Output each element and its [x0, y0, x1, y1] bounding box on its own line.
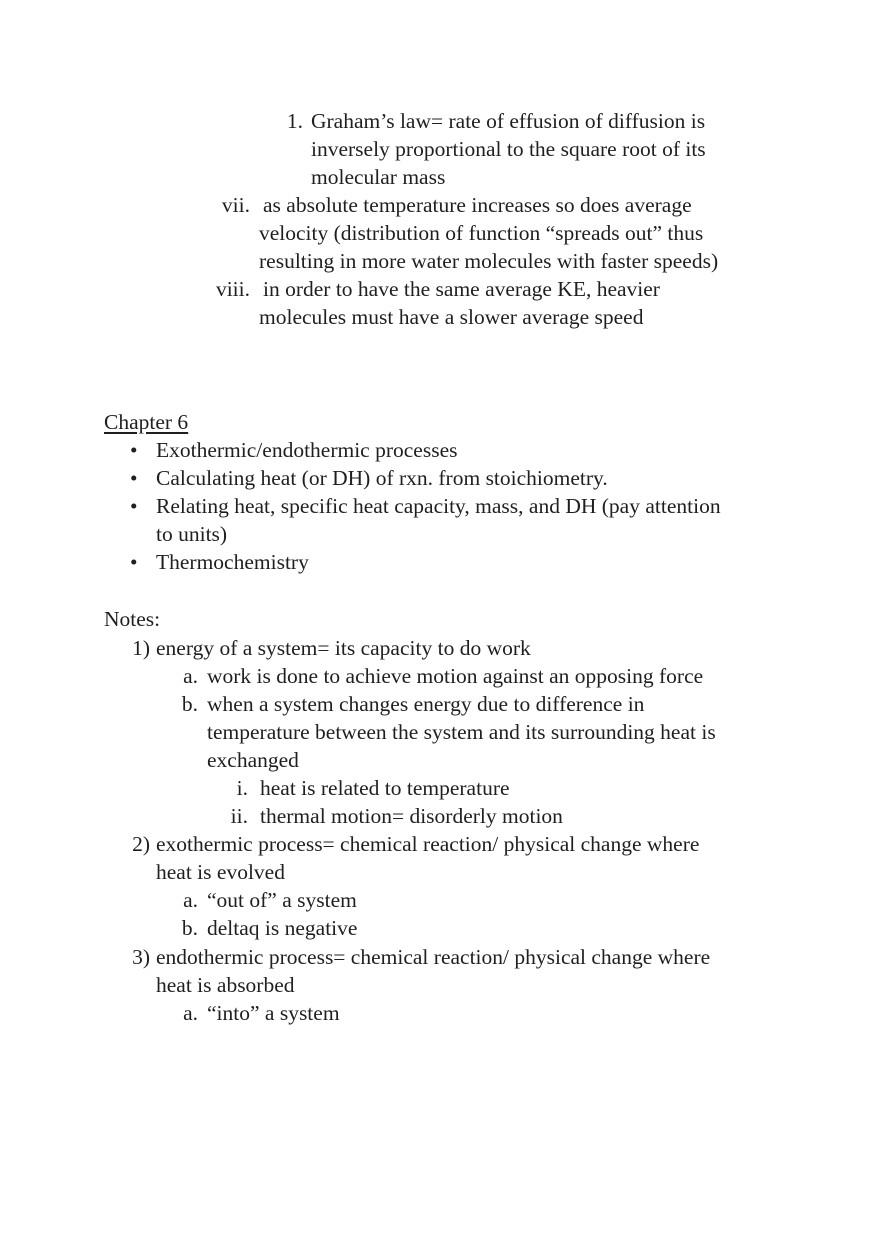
note-2-line-2: heat is evolved	[156, 860, 285, 884]
chapter-item-3-line-1: Relating heat, specific heat capacity, mass, and DH (pay attention	[156, 494, 721, 518]
note-3-line-2: heat is absorbed	[156, 973, 295, 997]
note-1-text: energy of a system= its capacity to do work	[156, 636, 531, 660]
bullet-icon: •	[130, 438, 138, 462]
note-1b-ii-text: thermal motion= disorderly motion	[260, 804, 563, 828]
note-marker-3: 3)	[132, 945, 150, 969]
list-marker-1: 1.	[286, 109, 303, 133]
note-1b-line-3: exchanged	[207, 748, 299, 772]
item-viii-line-1: in order to have the same average KE, heavier	[263, 277, 660, 301]
note-2-line-1: exothermic process= chemical reaction/ physical change where	[156, 832, 700, 856]
chapter-item-4: Thermochemistry	[156, 550, 309, 574]
note-1b-line-2: temperature between the system and its surrounding heat is	[207, 720, 716, 744]
chapter-item-1: Exothermic/endothermic processes	[156, 438, 458, 462]
note-1b-i-marker: i.	[236, 776, 248, 800]
graham-law-line-3: molecular mass	[311, 165, 446, 189]
note-2b-marker: b.	[181, 916, 198, 940]
note-marker-2: 2)	[132, 832, 150, 856]
chapter-item-3-line-2: to units)	[156, 522, 228, 546]
note-marker-1: 1)	[132, 636, 150, 660]
graham-law-line-2: inversely proportional to the square root of its	[311, 137, 706, 161]
note-3a-marker: a.	[183, 1001, 198, 1025]
item-vii-line-3: resulting in more water molecules with faster speeds)	[259, 249, 719, 273]
note-1b-i-text: heat is related to temperature	[260, 776, 510, 800]
list-marker-vii: vii.	[221, 193, 250, 217]
chapter-item-2: Calculating heat (or DH) of rxn. from stoichiometry.	[156, 466, 608, 490]
item-viii-line-2: molecules must have a slower average speed	[259, 305, 644, 329]
note-3-line-1: endothermic process= chemical reaction/ physical change where	[156, 945, 711, 969]
bullet-icon: •	[130, 494, 138, 518]
note-2a-marker: a.	[183, 888, 198, 912]
note-1a-marker: a.	[183, 664, 198, 688]
note-1a-text: work is done to achieve motion against an opposing force	[207, 664, 704, 688]
item-vii-line-2: velocity (distribution of function “spreads out” thus	[259, 221, 704, 245]
notes-heading: Notes:	[104, 607, 161, 631]
note-2b-text: deltaq is negative	[207, 916, 358, 940]
note-3a-text: “into” a system	[207, 1001, 340, 1025]
chapter-heading: Chapter 6	[104, 410, 189, 434]
bullet-icon: •	[130, 550, 138, 574]
item-vii-line-1: as absolute temperature increases so does average	[263, 193, 692, 217]
note-1b-line-1: when a system changes energy due to difference in	[207, 692, 645, 716]
note-2a-text: “out of” a system	[207, 888, 357, 912]
note-1b-ii-marker: ii.	[230, 804, 248, 828]
note-1b-marker: b.	[181, 692, 198, 716]
bullet-icon: •	[130, 466, 138, 490]
list-marker-viii: viii.	[215, 277, 250, 301]
graham-law-line-1: Graham’s law= rate of effusion of diffusion is	[311, 109, 706, 133]
